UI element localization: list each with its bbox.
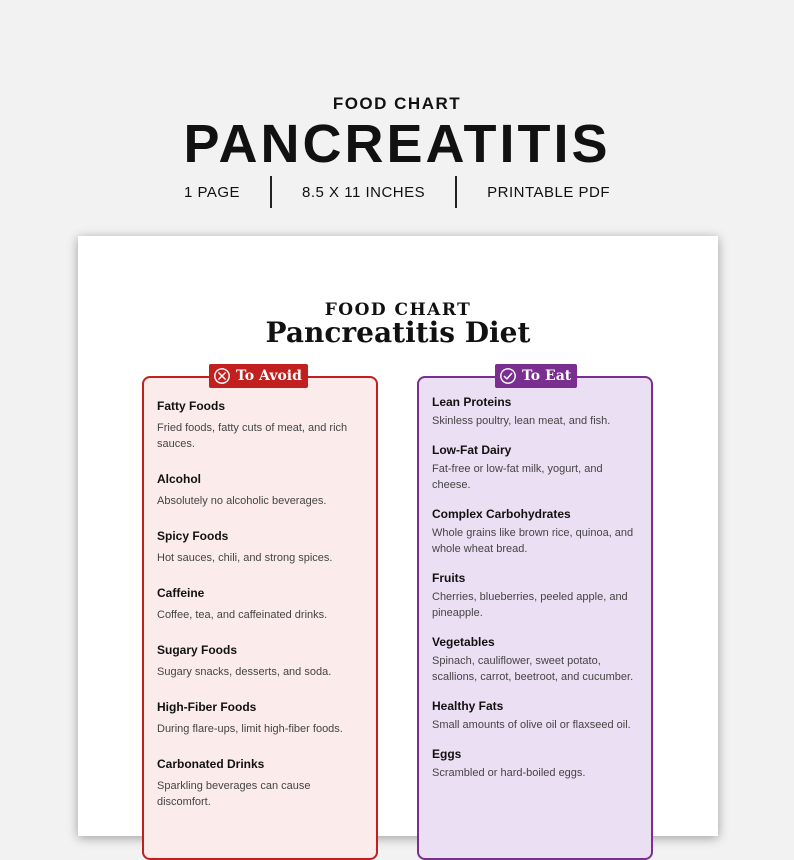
item-desc: Fat-free or low-fat milk, yogurt, and cheese. [432, 463, 603, 491]
item-desc: Hot sauces, chili, and strong spices. [157, 552, 333, 564]
item-name: Fruits [432, 571, 466, 585]
list-item [157, 642, 366, 680]
list-item [432, 570, 641, 621]
list-item [157, 756, 366, 810]
list-item [157, 699, 366, 737]
item-desc: Scrambled or hard-boiled eggs. [432, 767, 586, 779]
header-kicker: FOOD CHART [332, 94, 462, 113]
item-name: Vegetables [432, 635, 495, 649]
eat-list [432, 394, 641, 794]
spec-format: PRINTABLE PDF [487, 183, 611, 201]
list-item [432, 506, 641, 557]
item-desc: During flare-ups, limit high-fiber foods. [157, 723, 343, 735]
item-name: Complex Carbohydrates [432, 507, 571, 521]
item-desc: Absolutely no alcoholic beverages. [157, 495, 327, 507]
sheet-title: Pancreatitis Diet [265, 316, 531, 349]
item-desc: Coffee, tea, and caffeinated drinks. [157, 609, 328, 621]
item-desc: Fried foods, fatty cuts of meat, and rich sauces. [157, 422, 348, 450]
eat-column [417, 368, 653, 860]
item-desc: Sparkling beverages can cause discomfort. [157, 780, 311, 808]
spec-row [0, 176, 794, 208]
item-name: Carbonated Drinks [157, 757, 265, 771]
list-item [432, 634, 641, 685]
list-item [157, 471, 366, 509]
avoid-list [157, 398, 366, 829]
spec-size: 8.5 X 11 INCHES [302, 183, 426, 201]
item-name: Healthy Fats [432, 699, 504, 713]
item-name: Spicy Foods [157, 529, 229, 543]
list-item [157, 528, 366, 566]
avoid-column [142, 368, 378, 860]
item-name: High-Fiber Foods [157, 700, 257, 714]
x-circle-icon [213, 367, 231, 385]
list-item [432, 442, 641, 493]
item-desc: Skinless poultry, lean meat, and fish. [432, 415, 611, 427]
header-title: PANCREATITIS [183, 114, 611, 174]
item-desc: Sugary snacks, desserts, and soda. [157, 666, 332, 678]
sheet-kicker: FOOD CHART [324, 300, 472, 320]
eat-label: To Eat [522, 368, 572, 384]
chart-sheet [78, 236, 718, 836]
list-item [432, 746, 641, 781]
item-name: Lean Proteins [432, 395, 512, 409]
item-desc: Small amounts of olive oil or flaxseed oil. [432, 719, 631, 731]
item-desc: Whole grains like brown rice, quinoa, and whole wheat bread. [432, 527, 634, 555]
item-name: Fatty Foods [157, 399, 225, 413]
list-item [157, 585, 366, 623]
item-name: Low-Fat Dairy [432, 443, 512, 457]
spec-pages: 1 PAGE [183, 183, 241, 201]
item-desc: Cherries, blueberries, peeled apple, and pineapple. [432, 591, 628, 619]
list-item [432, 394, 641, 429]
eat-badge [495, 364, 577, 388]
avoid-label: To Avoid [236, 368, 302, 384]
check-circle-icon [499, 367, 517, 385]
item-name: Sugary Foods [157, 643, 238, 657]
item-desc: Spinach, cauliflower, sweet potato, scallions, carrot, beetroot, and cucumber. [432, 655, 634, 683]
item-name: Eggs [432, 747, 462, 761]
item-name: Caffeine [157, 586, 205, 600]
list-item [157, 398, 366, 452]
item-name: Alcohol [157, 472, 201, 486]
list-item [432, 698, 641, 733]
avoid-badge [209, 364, 308, 388]
